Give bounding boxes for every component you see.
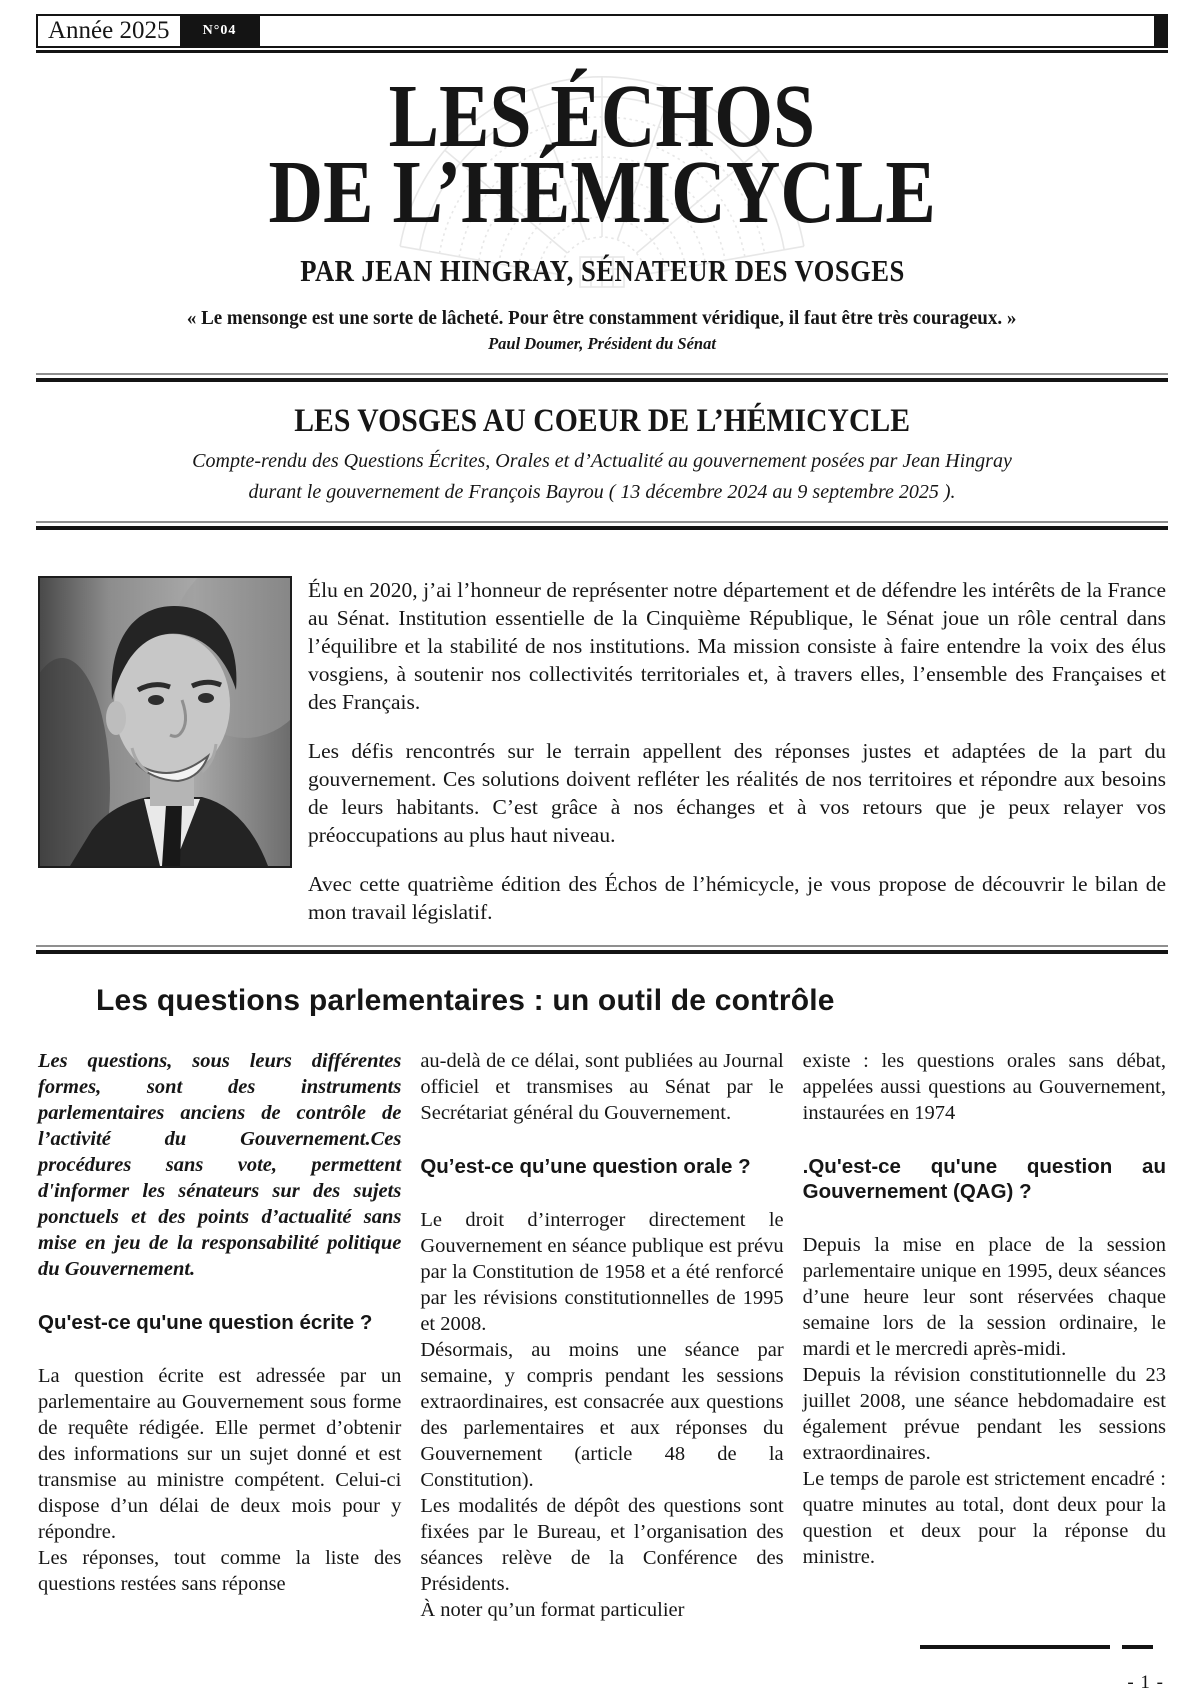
- article-column-1: [38, 1048, 401, 1623]
- lead-headline: [0, 403, 1204, 440]
- newsletter-title-line1: LES ÉCHOS: [388, 67, 816, 166]
- lead-headline-text: LES VOSGES AU COEUR DE L’HÉMICYCLE: [294, 403, 910, 439]
- article-column-3: [803, 1048, 1166, 1623]
- double-rule-divider: [36, 521, 1168, 530]
- column3-subhead: .Qu'est-ce qu'une question au Gouvernement (QAG) ?: [802, 1155, 1166, 1203]
- column1-para-2: Les réponses, tout comme la liste des questions restées sans réponse: [38, 1547, 402, 1595]
- column2-para-2: Le droit d’interroger directement le Gouvernement en séance publique est prévu par la Constitution de 1958 et a été renforcé par les révisions constitutionnelles de 1995 et 2008.: [420, 1209, 784, 1335]
- issue-bar-filler: [260, 16, 1155, 46]
- lead-paragraph-1: Élu en 2020, j’ai l’honneur de représenter notre département et de défendre les intérêts de la France au Sénat. Institution essentielle de la Cinquième République, le Sénat joue un rôle central dans l’équilibre et la stabilité de nos institutions. Ma mission consiste à faire entendre la voix des élus vosgiens, à soutenir nos collectivités territoriales et, à travers elles, l’ensemble des Françaises et des Français.: [308, 578, 1166, 714]
- byline: [0, 253, 1204, 289]
- lead-section: [38, 546, 1166, 926]
- newsletter-title: [0, 67, 1204, 242]
- issue-year-label: Année 2025: [38, 16, 182, 46]
- column3-para-1: existe : les questions orales sans débat, appelées aussi questions au Gouvernement, instaurées en 1974: [802, 1050, 1166, 1124]
- newsletter-title-line2: DE L’HÉMICYCLE: [268, 143, 936, 242]
- column2-para-5: À noter qu’un format particulier: [420, 1599, 685, 1621]
- column1-para-1: La question écrite est adressée par un parlementaire au Gouvernement sous forme de requête rédigée. Elle permet d’obtenir des informations sur un sujet donné et est transmise au ministre compétent. Celui-ci dispose d’un délai de deux mois pour y répondre.: [38, 1365, 402, 1543]
- issue-bar-frame: [36, 14, 1168, 48]
- masthead-quote: [0, 307, 1204, 330]
- lead-subtitle-line1: Compte-rendu des Questions Écrites, Orales et d’Actualité au gouvernement posées par Jean Hingray: [192, 450, 1012, 472]
- issue-number-badge: N°04: [182, 16, 260, 46]
- article-columns: [38, 1048, 1166, 1623]
- lead-paragraph-2: Les défis rencontrés sur le terrain appellent des réponses justes et adaptées de la part du gouvernement. Ces solutions doivent refléter les réalités de nos territoires et répondre aux besoins de leurs habitants. C’est grâce à nos échanges et à vos retours que je peux relayer vos préoccupations au plus haut niveau.: [308, 739, 1166, 847]
- page-number: - 1 -: [1127, 1672, 1164, 1693]
- lead-paragraph-3: Avec cette quatrième édition des Échos de l’hémicycle, je vous propose de découvrir le bilan de mon travail législatif.: [308, 872, 1166, 924]
- article-heading: Les questions parlementaires : un outil de contrôle: [96, 984, 835, 1017]
- footer-rule-short: [1122, 1645, 1153, 1649]
- column2-para-3: Désormais, au moins une séance par semaine, y compris pendant les sessions extraordinaires, est consacrée aux questions des parlementaires et aux réponses du Gouvernement (article 48 de la Constitution).: [420, 1339, 784, 1491]
- issue-bar: [36, 14, 1168, 53]
- masthead: [0, 67, 1204, 354]
- column2-para-4: Les modalités de dépôt des questions sont fixées par le Bureau, et l’organisation des séances relève de la Conférence des Présidents.: [420, 1495, 784, 1595]
- column2-para-1: au-delà de ce délai, sont publiées au Journal officiel et transmises au Sénat par le Secrétariat général du Gouvernement.: [420, 1050, 784, 1124]
- lead-subtitle-line2: durant le gouvernement de François Bayrou ( 13 décembre 2024 au 9 septembre 2025 ).: [248, 481, 956, 503]
- article-column-2: [420, 1048, 783, 1623]
- column1-subhead: Qu'est-ce qu'une question écrite ?: [38, 1311, 373, 1334]
- column1-intro: Les questions, sous leurs différentes formes, sont des instruments parlementaires anciens de contrôle de l’activité du Gouvernement.Ces procédures sans vote, permettent d'informer les sénateurs sur des sujets ponctuels et des points d’actualité sans mise en jeu de la responsabilité politique du Gouvernement.: [38, 1050, 402, 1280]
- double-rule-divider: [36, 945, 1168, 954]
- senator-portrait-photo: [38, 576, 292, 868]
- column2-subhead: Qu’est-ce qu’une question orale ?: [420, 1155, 751, 1178]
- double-rule-divider: [36, 373, 1168, 382]
- issue-bar-shadow-rule: [36, 50, 1168, 53]
- column3-para-2: Depuis la mise en place de la session parlementaire unique en 1995, deux séances d’une heure leur sont réservées chaque semaine lors de la session ordinaire, le mardi et le mercredi après-midi.: [802, 1234, 1166, 1360]
- masthead-quote-author: Paul Doumer, Président du Sénat: [488, 334, 716, 353]
- issue-bar-endcap: [1154, 16, 1166, 46]
- newsletter-page: [0, 14, 1204, 1708]
- masthead-quote-text: « Le mensonge est une sorte de lâcheté. Pour être constamment véridique, il faut être très courageux. »: [187, 307, 1017, 329]
- column3-para-3: Depuis la révision constitutionnelle du 23 juillet 2008, une séance hebdomadaire est également prévue pendant les sessions extraordinaires.: [802, 1364, 1166, 1464]
- footer-rule-long: [920, 1645, 1110, 1649]
- byline-text: PAR JEAN HINGRAY, SÉNATEUR DES VOSGES: [299, 253, 905, 288]
- lead-paragraphs: [308, 576, 1166, 926]
- column3-para-4: Le temps de parole est strictement encadré : quatre minutes au total, dont deux pour la question et deux pour la réponse du ministre.: [802, 1468, 1166, 1568]
